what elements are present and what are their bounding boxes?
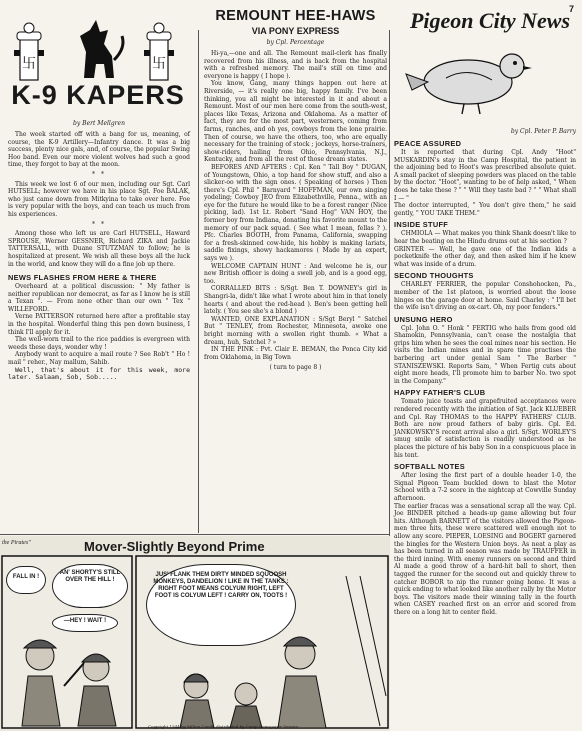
dog-silhouette-icon: [80, 20, 123, 78]
remount-paragraph: CORRALLED BITS : S/Sgt. Ben T. DOWNEY's girl in Shangri-la, didn't like what I wrote about him in that lonely hearts ( and about the red-head ). Ben's been getting hell lately. ( You see she's a blond ): [204, 285, 387, 316]
news-item: Overheard at a political discussion: " My father is neither republican nor democrat, as far as I know he is still a Texan ". — From none other than our own " Tex " WILLEFORD.: [8, 283, 190, 313]
section-heading: PEACE ASSURED: [394, 139, 462, 148]
hydrant-left-icon: [14, 23, 44, 80]
remount-title: REMOUNT HEE-HAWS: [215, 8, 376, 24]
turn-to-page: ( turn to page 8 ): [269, 364, 322, 372]
comic-strip: [0, 536, 390, 731]
k9-kapers-column: [0, 0, 196, 533]
k9-kapers-masthead: [0, 0, 196, 110]
section-heading: INSIDE STUFF: [394, 220, 449, 230]
section-heading: UNSUNG HERO: [394, 314, 453, 324]
section-heading: SECOND THOUGHTS: [394, 271, 474, 281]
k9-byline: by Bert Mellgren: [73, 120, 125, 127]
section-text: After losing the first part of a double header 1-0, the Signal Pigeon Team buckled down to blast the Motor School with a 7-2 score in the nightcap at Cowville Sunday afternoon. The earlier fracas was a sensational scrap all the way. Cpl. Joe BINDER pitched a heads-up game allowing but four hits. Although BARNETT of the visitors allowed the Pigeon-men three hits, these were scattered well enough not to allow any score. PIEPER, LOESING and BOGERT garnered the bingles for the Western Union boys. As neat a play as has been turned in all season was made by TRAUFFER in the third inning. With enemy runners on second and third Al made a good throw of a hard-hit ball to short, then tagged the runner for the second out and quickly threw to catcher BOBOR to nip the runner going home. It was a quick ending to what looked like another rally by the Motor boys. The visitors made their winning tally in the fourth when CASEY reached first on an error and scored from there on a long hit to center field.: [394, 472, 576, 616]
comic-series-tag: the Pirates": [2, 540, 31, 546]
remount-paragraph: Hi-ya,—one and all. The Remount mail-clerk has finally recovered from his illness, and is back from the hospital with a refreshed memory. The mail's still on time and everyone is happy ( I hope ).: [204, 50, 387, 80]
speech-bubble: AN' SHORTY'S STILL OVER THE HILL !: [52, 564, 128, 608]
remount-paragraph: BEFORES AND AFTERS : Cpl. Ken " Tall Boy " DUGAN, of Youngstown, Ohio, a top hand for show stuff, and also a slicker-oo with the sign ones. ( Speaking of horses ) Then there's Cpl. Phil " Barnyard " HOFFMAN, our own singing yodeling; Cowboy JEO from Elizabethville, Penna., with an eye for the future he would like to be a forest ranger (Nice picking, lad). 1st Lt. Robert "Sand Hog" VAN HOY, the former boy from Indiana, donating his favorite mount to the memory of our pack squad. ( See what I mean, fellas ? ). Pfc. Charles BOOTH, from Panama, California, swapping for a fresh-skinned cow-hide, his hobby is making lariats, saddle fixings, showy hackamores ( Made by an expert, says we ).: [204, 163, 387, 263]
k9-paragraph: The week started off with a bang for us, meaning, of course, the K-9 Artillery—Infantry dance. It was a big success, plenty nice gals, and, of course, the popular Swing Hoo band. Even our more violent wolves had such a good time, they forgot to bay at the moon.: [8, 131, 190, 169]
section-stars: * *: [92, 170, 106, 178]
speech-bubble: JUS' FLANK THEM DIRTY MINDED SQUOOSH MONKEYS, DANDELION ! LIKE IN THE TANKS : RIGHT FOOT MEANS COLYUM RIGHT, LEFT FOOT IS COLYUM LEFT ! CARRY ON, TOOTS !: [146, 564, 296, 646]
comic-divider: [0, 534, 390, 535]
news-item: Anybody want to acquire a mail route ? See Rob't " Ho ! mail " reher., Nay mallum, Sahib.: [8, 351, 190, 367]
page-number: 7: [568, 4, 574, 14]
news-flashes-heading: NEWS FLASHES FROM HERE & THERE: [8, 273, 157, 283]
section-text: Cpl. John O. " Honk " FERTIG who hails from good old Shamokin, Pennsylvania, can't cease the nostalgia that grips him when he sees the coal mines near his section. He visits the Indian mines and in spare time practises the barbering art under genial Sam " The Barber " STANISZEWSKI. Reports Sam, " When Fertig cuts about eight more heads, I'll promote him to barber No. two spot in the Company.": [394, 324, 576, 385]
k9-paragraph: Among those who left us are Carl HUTSELL, Haward SPROUSE, Werner GESSNER, Richard ZIKA and Jackie TATTERSALL, with Duane STUTZMAN to follow; he is hospitalized at present. We wish all these boys all the luck in the world, and know they will do a fine job up there.: [8, 230, 190, 268]
news-item: Verne PATTERSON returned here after a profitable stay in the hospital. Wonderful thing this pen down business, I think I'll apply for it.: [8, 313, 190, 336]
svg-text:卐: 卐: [22, 56, 36, 72]
speech-bubble: —HEY ! WAIT !: [52, 614, 118, 632]
pigeon-byline: by Cpl. Peter P. Barry: [510, 128, 576, 135]
pigeon-city-column: [388, 0, 582, 731]
section-stars: * *: [92, 220, 106, 228]
section-heading: SOFTBALL NOTES: [394, 462, 465, 472]
remount-paragraph: IN THE PINK : Pvt. Clair E. BEMAN, the Ponca City kid from Oklahoma, in Big Town: [204, 346, 387, 361]
svg-text:卐: 卐: [152, 56, 166, 72]
speech-bubble: FALL IN !: [6, 566, 46, 594]
remount-column: [200, 0, 390, 533]
remount-subtitle: VIA PONY EXPRESS: [251, 26, 340, 36]
column-rule: [198, 30, 199, 533]
section-text: CHMIOLA — What makes you think Shank doesn't like to hear the beating on the Hindu drums out at his section ? GRINTER — Well, he gave one of the Indian kids a pocketknife the other day, and then asked him if he knew what was inside of a drum.: [394, 230, 576, 268]
remount-body: [204, 50, 387, 361]
remount-paragraph: WANTED, ONE EXPLANATION : S/Sgt Beryl " Satchel But " TENLEY, from Rochester, Minnesota, awoke one bright morning with a swollen right thumb. « What a dream, huh, Satchel ? »: [204, 315, 387, 346]
pigeon-title: Pigeon City News: [409, 8, 571, 33]
comic-title: Mover-Slightly Beyond Prime: [84, 539, 265, 554]
k9-signoff: Well, that's about it for this week, more later. Salaam, Sob, Sob.....: [8, 365, 190, 382]
news-flashes-body: [8, 283, 190, 382]
comic-copyright: Copyright 1944 by Milton Caniff, distributed by Camp Newspaper Service: [148, 724, 299, 729]
pigeon-sections: [394, 139, 576, 616]
remount-paragraph: You know, Gang, many things happen out here at Riverside, — it's really one big, happy family. I've been thinking, you all might be interested in it and about a Remount. Most of our men here come from the south-west, places like Texas, Arizona and Oklahoma. As a matter of fact, they are for the most part, westerners, coming from farms, ranches, and oh yes, cowboys from the lone prairie. Then of course, we have the others, too, who are equally necessary for the training of stock ; jockeys, horse-trainers, show-riders, hailing from Ohio, Pennsylvania, N.J., Kentucky, and from all the rest of those dream states.: [204, 80, 387, 164]
k9-title: K-9 KAPERS: [11, 80, 185, 110]
remount-paragraph: WELCOME CAPTAIN HUNT : And welcome he is, our new British officer is doing a swell job, and is a good egg, too.: [204, 262, 387, 285]
section-text: CHARLEY FERRIER, the popular Conshohocken, Pa., member of the 1st platoon, is worried about the loose hinges on the garage door at home. Said Charley : " I'll bet the wife isn't driving an ox-cart. Oh, my poor fenders.": [394, 281, 576, 312]
k9-body: [8, 131, 190, 268]
news-item: The well-worn trail to the rice paddies is evergreen with weeds these days, wonder why !: [8, 336, 190, 351]
k9-paragraph: This week we lost 6 of our men, including our Sgt. Carl HUTSELL; however we have in his place Sgt. Foe BALAK, who just came down from Mitkyina to take over here. Foe is very popular with the boys, and can teach us much from his experiences.: [8, 180, 190, 218]
section-text: It is reported that during Cpl. Andy "Hoot" MUSKARDIN's stay in the Camp Hospital, the patient in the adjoining bed to Hoot's was prescribed absolute quiet. A small packet of sleeping powders was placed on the table by the doctor. "Hoot", wanting to be of help asked, " When does he take these ? " " Will they taste bad ? " " What shall I — " The doctor interrupted, " You don't give them," he said gently, " YOU TAKE THEM.": [394, 149, 576, 217]
section-text: Tomato juice toasts and grapefruited acceptances were rendered recently with the initiation of Sgt. Jack KLUEBER and Cpl. Ray THOMAS to the HAPPY FATHERS' CLUB. Both are now proud fathers of baby girls. Cpl. Ed. JANKOWSKY'S recent arrival also a girl. S/Sgt. WORLEY'S smug smile of satisfaction is readily understood as he places the picture of his baby Son in a conspicuous place in his tent.: [394, 398, 576, 459]
section-heading: HAPPY FATHER'S CLUB: [394, 388, 486, 398]
remount-byline: by Cpl. Percentage: [266, 39, 325, 46]
pigeon-masthead: [388, 0, 582, 128]
hydrant-right-icon: [144, 23, 174, 80]
pigeon-icon: [406, 54, 532, 114]
